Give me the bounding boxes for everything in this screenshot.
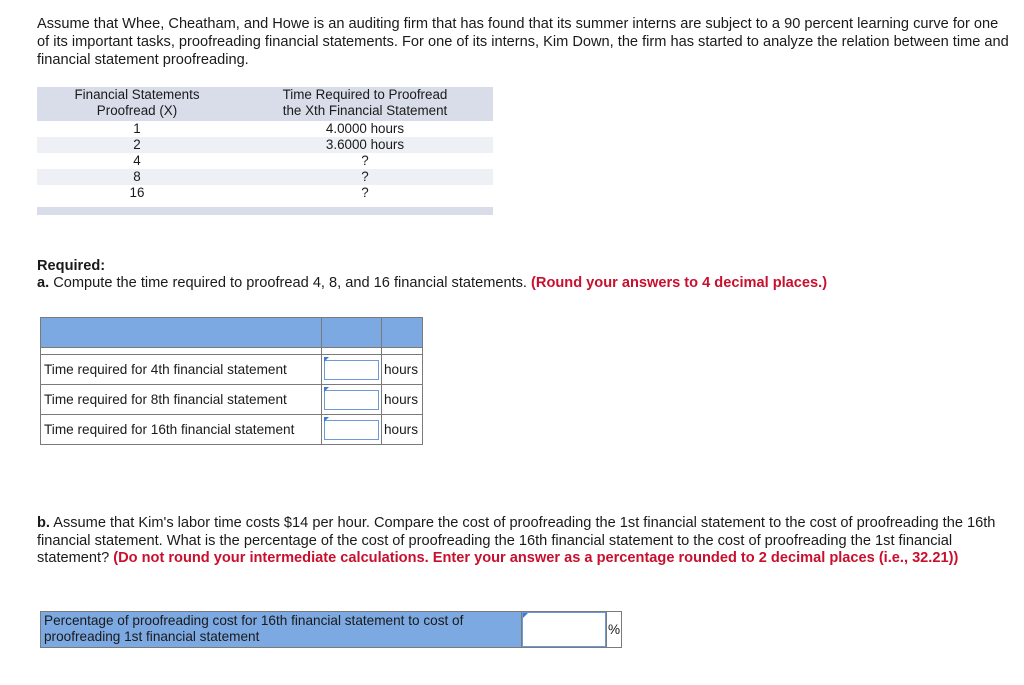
table-row	[37, 121, 493, 137]
flag-icon	[324, 387, 329, 392]
table-row	[37, 185, 493, 201]
part-b-label: b.	[37, 515, 50, 531]
flag-icon	[324, 417, 329, 422]
answer-row-label: Time required for 8th financial statement	[41, 385, 322, 415]
row-time: 4.0000 hours	[325, 121, 405, 136]
table-row	[41, 385, 423, 415]
answer-table-a	[40, 317, 423, 445]
answer-row-label: Time required for 4th financial statement	[41, 355, 322, 385]
col-header-time	[237, 87, 493, 121]
time-16th-input[interactable]	[324, 420, 379, 440]
given-data-table	[37, 87, 493, 215]
table-row	[37, 153, 493, 169]
row-time: ?	[361, 185, 369, 200]
percentage-label: Percentage of proofreading cost for 16th financial statement to cost of proofreading 1st financial statement	[41, 612, 522, 648]
row-time: ?	[361, 153, 369, 168]
time-4th-input[interactable]	[324, 360, 379, 380]
col-header-statements	[37, 87, 237, 121]
table-row	[41, 612, 622, 648]
row-time: 3.6000 hours	[237, 137, 493, 153]
problem-intro: Assume that Whee, Cheatham, and Howe is an auditing firm that has found that its summer interns are subject to a 90 percent learning curve for one of its important tasks, proofreading financial statements. For one of its interns, Kim Down, the firm has started to analyze the relation between time and financial statement proofreading.	[37, 16, 1009, 68]
answer-input-cell	[322, 385, 382, 415]
col2-header-line2: the Xth Financial Statement	[282, 103, 448, 118]
row-x: 4	[133, 153, 141, 168]
table-row	[41, 415, 423, 445]
required-section	[37, 258, 997, 292]
col1-header-line1: Financial Statements	[74, 87, 200, 102]
part-b-note: (Do not round your intermediate calculations. Enter your answer as a percentage rounded to 2 decimal places (i.e., 32.21))	[113, 550, 959, 567]
col2-header-line1: Time Required to Proofread	[282, 87, 448, 102]
time-8th-input[interactable]	[324, 390, 379, 410]
flag-icon	[324, 357, 329, 362]
answer-input-cell	[322, 415, 382, 445]
answer-row-label: Time required for 16th financial statement	[41, 415, 322, 445]
answer-table-header	[41, 318, 423, 348]
unit-label: hours	[382, 355, 423, 385]
part-a-label: a.	[37, 275, 50, 291]
part-b-text: Assume that Kim's labor time costs $14 per hour. Compare the cost of proofreading the 1st financial statement to the cost of proofreading the 16th financial statement. What is the percentage of the cost of proofreading the 16th financial statement to the cost of proofreading the 1st financial statement?	[37, 515, 996, 567]
table-row	[41, 355, 423, 385]
flag-icon	[523, 613, 528, 618]
table-row	[37, 169, 493, 185]
row-x: 8	[37, 169, 237, 185]
row-x: 16	[129, 185, 145, 200]
answer-input-cell	[522, 612, 607, 648]
row-time: ?	[237, 169, 493, 185]
answer-table-b	[40, 611, 622, 648]
table-row	[37, 137, 493, 153]
part-b-question	[37, 515, 1012, 568]
table-footer-bar	[37, 207, 493, 215]
given-table-header	[37, 87, 493, 121]
required-heading: Required:	[37, 258, 106, 274]
row-x: 2	[37, 137, 237, 153]
percent-unit: %	[607, 612, 622, 648]
answer-input-cell	[322, 355, 382, 385]
col1-header-line2: Proofread (X)	[96, 103, 178, 118]
part-a-text: Compute the time required to proofread 4, 8, and 16 financial statements.	[49, 275, 532, 291]
row-x: 1	[133, 121, 141, 136]
part-a-note: (Round your answers to 4 decimal places.)	[531, 275, 828, 291]
percentage-input[interactable]	[522, 612, 606, 647]
unit-label: hours	[382, 415, 423, 445]
unit-label: hours	[382, 385, 423, 415]
